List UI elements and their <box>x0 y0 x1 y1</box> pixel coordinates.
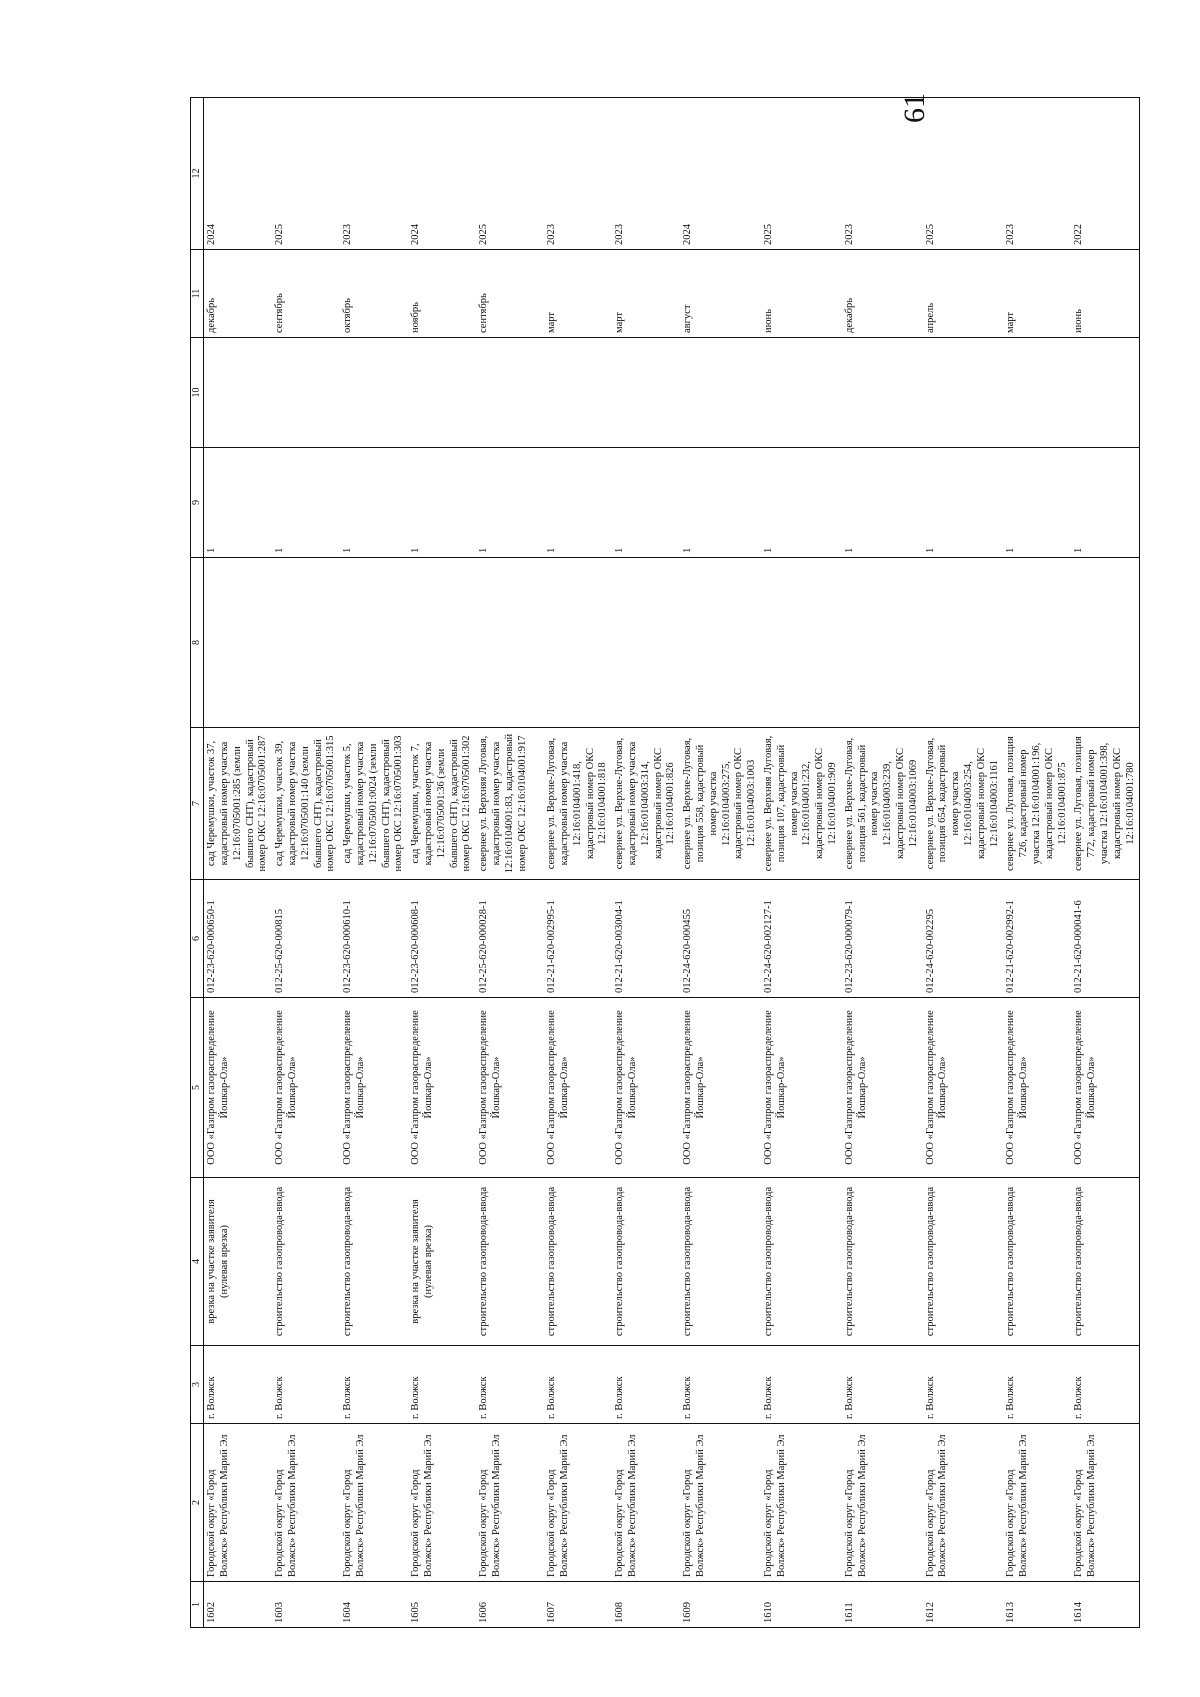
work-type-cell: строительство газопровода-ввода <box>544 1178 612 1346</box>
address-cell: сад Черемушки, участок 37, кадастровый номер участка 12:16:0705001:285 (земли бывшего СНТ), кадастровый номер ОКС 12:16:0705001:287 <box>204 728 273 880</box>
work-type-cell: строительство газопровода-ввода <box>1003 1178 1071 1346</box>
column-number: 2 <box>191 1424 204 1582</box>
city-cell: г. Волжск <box>272 1346 340 1424</box>
column-8-cell <box>204 558 273 728</box>
column-number-row <box>191 98 204 1628</box>
table-row <box>761 98 842 1628</box>
city-cell: г. Волжск <box>923 1346 1004 1424</box>
year-cell: 2025 <box>923 98 1004 250</box>
column-8-cell <box>612 558 680 728</box>
district-cell: Городской округ «Город Волжск» Республики Марий Эл <box>272 1424 340 1582</box>
district-cell: Городской округ «Город Волжск» Республики Марий Эл <box>204 1424 273 1582</box>
organization-cell: ООО «Газпром газораспределение Йошкар-Ола» <box>408 998 476 1178</box>
column-number: 11 <box>191 250 204 338</box>
row-number: 1611 <box>842 1582 923 1628</box>
work-type-cell: строительство газопровода-ввода <box>340 1178 408 1346</box>
column-8-cell <box>1071 558 1140 728</box>
organization-cell: ООО «Газпром газораспределение Йошкар-Ола» <box>272 998 340 1178</box>
month-cell: ноябрь <box>408 250 476 338</box>
month-cell: апрель <box>923 250 1004 338</box>
table-row <box>408 98 476 1628</box>
column-8-cell <box>340 558 408 728</box>
count-cell: 1 <box>204 448 273 558</box>
column-10-cell <box>408 338 476 448</box>
table-row <box>544 98 612 1628</box>
organization-cell: ООО «Газпром газораспределение Йошкар-Ола» <box>842 998 923 1178</box>
column-8-cell <box>476 558 544 728</box>
count-cell: 1 <box>923 448 1004 558</box>
city-cell: г. Волжск <box>476 1346 544 1424</box>
city-cell: г. Волжск <box>842 1346 923 1424</box>
address-cell: севернее ул. Верхне-Луговая, кадастровый номер участка 12:16:0104003:314, кадастровый номер ОКС 12:16:0104001:826 <box>612 728 680 880</box>
table-row <box>1071 98 1140 1628</box>
work-type-cell: строительство газопровода-ввода <box>476 1178 544 1346</box>
row-number: 1610 <box>761 1582 842 1628</box>
column-10-cell <box>340 338 408 448</box>
row-number: 1612 <box>923 1582 1004 1628</box>
column-number: 4 <box>191 1178 204 1346</box>
column-number: 5 <box>191 998 204 1178</box>
application-code-cell: 012-23-620-000608-1 <box>408 880 476 998</box>
month-cell: март <box>1003 250 1071 338</box>
district-cell: Городской округ «Город Волжск» Республики Марий Эл <box>408 1424 476 1582</box>
district-cell: Городской округ «Город Волжск» Республики Марий Эл <box>340 1424 408 1582</box>
row-number: 1607 <box>544 1582 612 1628</box>
work-type-cell: строительство газопровода-ввода <box>1071 1178 1140 1346</box>
organization-cell: ООО «Газпром газораспределение Йошкар-Ола» <box>1071 998 1140 1178</box>
column-8-cell <box>680 558 761 728</box>
column-number: 8 <box>191 558 204 728</box>
month-cell: декабрь <box>842 250 923 338</box>
work-type-cell: строительство газопровода-ввода <box>680 1178 761 1346</box>
count-cell: 1 <box>340 448 408 558</box>
month-cell: сентябрь <box>476 250 544 338</box>
city-cell: г. Волжск <box>680 1346 761 1424</box>
row-number: 1614 <box>1071 1582 1140 1628</box>
year-cell: 2024 <box>204 98 273 250</box>
column-10-cell <box>1003 338 1071 448</box>
district-cell: Городской округ «Город Волжск» Республики Марий Эл <box>761 1424 842 1582</box>
column-10-cell <box>544 338 612 448</box>
work-type-cell: врезка на участке заявителя (нулевая врезка) <box>408 1178 476 1346</box>
count-cell: 1 <box>408 448 476 558</box>
column-8-cell <box>842 558 923 728</box>
row-number: 1602 <box>204 1582 273 1628</box>
work-type-cell: врезка на участке заявителя (нулевая врезка) <box>204 1178 273 1346</box>
column-8-cell <box>1003 558 1071 728</box>
year-cell: 2022 <box>1071 98 1140 250</box>
month-cell: март <box>612 250 680 338</box>
city-cell: г. Волжск <box>340 1346 408 1424</box>
application-code-cell: 012-21-620-002995-1 <box>544 880 612 998</box>
table-row <box>923 98 1004 1628</box>
address-cell: сад Черемушки, участок 5, кадастровый номер участка 12:16:0705001:0024 (земли бывшего СНТ), кадастровый номер ОКС 12:16:0705001:303 <box>340 728 408 880</box>
table-row <box>476 98 544 1628</box>
application-code-cell: 012-21-620-003004-1 <box>612 880 680 998</box>
address-cell: севернее ул. Верхне-Луговая, позиция 561, кадастровый номер участка 12:16:0104003:239, кадастровый номер ОКС 12:16:0104003:1069 <box>842 728 923 880</box>
city-cell: г. Волжск <box>761 1346 842 1424</box>
district-cell: Городской округ «Город Волжск» Республики Марий Эл <box>1071 1424 1140 1582</box>
district-cell: Городской округ «Город Волжск» Республики Марий Эл <box>923 1424 1004 1582</box>
year-cell: 2025 <box>476 98 544 250</box>
organization-cell: ООО «Газпром газораспределение Йошкар-Ола» <box>544 998 612 1178</box>
district-cell: Городской округ «Город Волжск» Республики Марий Эл <box>476 1424 544 1582</box>
table-row <box>842 98 923 1628</box>
column-10-cell <box>680 338 761 448</box>
year-cell: 2023 <box>544 98 612 250</box>
month-cell: декабрь <box>204 250 273 338</box>
month-cell: июнь <box>761 250 842 338</box>
organization-cell: ООО «Газпром газораспределение Йошкар-Ола» <box>612 998 680 1178</box>
application-code-cell: 012-25-620-000815 <box>272 880 340 998</box>
district-cell: Городской округ «Город Волжск» Республики Марий Эл <box>612 1424 680 1582</box>
year-cell: 2023 <box>1003 98 1071 250</box>
organization-cell: ООО «Газпром газораспределение Йошкар-Ола» <box>761 998 842 1178</box>
column-number: 12 <box>191 98 204 250</box>
column-number: 1 <box>191 1582 204 1628</box>
year-cell: 2023 <box>842 98 923 250</box>
organization-cell: ООО «Газпром газораспределение Йошкар-Ола» <box>1003 998 1071 1178</box>
district-cell: Городской округ «Город Волжск» Республики Марий Эл <box>680 1424 761 1582</box>
address-cell: севернее ул. Луговая, позиция 726, кадастровый номер участка 12:16:0104001:196, кадастровый номер ОКС 12:16:0104001:875 <box>1003 728 1071 880</box>
address-cell: сад Черемушки, участок 7, кадастровый номер участка 12:16:0705001:36 (земли бывшего СНТ), кадастровый номер ОКС 12:16:0705001:302 <box>408 728 476 880</box>
rotated-table-wrapper <box>190 98 1136 1628</box>
table-row <box>204 98 273 1628</box>
application-code-cell: 012-24-620-002295 <box>923 880 1004 998</box>
column-10-cell <box>476 338 544 448</box>
count-cell: 1 <box>1071 448 1140 558</box>
count-cell: 1 <box>680 448 761 558</box>
column-10-cell <box>923 338 1004 448</box>
application-code-cell: 012-25-620-000028-1 <box>476 880 544 998</box>
application-code-cell: 012-23-620-000610-1 <box>340 880 408 998</box>
row-number: 1604 <box>340 1582 408 1628</box>
city-cell: г. Волжск <box>1071 1346 1140 1424</box>
column-number: 6 <box>191 880 204 998</box>
table-row <box>340 98 408 1628</box>
address-cell: севернее ул. Луговая, позиция 772, кадастровый номер участка 12:16:0104001:398, кадастровый номер ОКС 12:16:0104001:780 <box>1071 728 1140 880</box>
organization-cell: ООО «Газпром газораспределение Йошкар-Ола» <box>204 998 273 1178</box>
table-row <box>1003 98 1071 1628</box>
application-code-cell: 012-21-620-000041-6 <box>1071 880 1140 998</box>
application-code-cell: 012-21-620-002992-1 <box>1003 880 1071 998</box>
count-cell: 1 <box>272 448 340 558</box>
column-10-cell <box>842 338 923 448</box>
count-cell: 1 <box>476 448 544 558</box>
address-cell: севернее ул. Верхне-Луговая, позиция 558, кадастровый номер участка 12:16:0104003:275, кадастровый номер ОКС 12:16:0104003:1003 <box>680 728 761 880</box>
year-cell: 2024 <box>680 98 761 250</box>
city-cell: г. Волжск <box>612 1346 680 1424</box>
organization-cell: ООО «Газпром газораспределение Йошкар-Ола» <box>476 998 544 1178</box>
city-cell: г. Волжск <box>544 1346 612 1424</box>
row-number: 1605 <box>408 1582 476 1628</box>
column-8-cell <box>923 558 1004 728</box>
count-cell: 1 <box>612 448 680 558</box>
count-cell: 1 <box>761 448 842 558</box>
address-cell: сад Черемушки, участок 39, кадастровый номер участка 12:16:0705001:140 (земли бывшего СНТ), кадастровый номер ОКС 12:16:0705001:315 <box>272 728 340 880</box>
column-10-cell <box>761 338 842 448</box>
column-number: 10 <box>191 338 204 448</box>
table-row <box>680 98 761 1628</box>
page-number: 61 <box>898 93 931 123</box>
application-code-cell: 012-24-620-000455 <box>680 880 761 998</box>
month-cell: июнь <box>1071 250 1140 338</box>
column-number: 3 <box>191 1346 204 1424</box>
row-number: 1608 <box>612 1582 680 1628</box>
month-cell: сентябрь <box>272 250 340 338</box>
year-cell: 2025 <box>761 98 842 250</box>
month-cell: август <box>680 250 761 338</box>
address-cell: севернее ул. Верхняя Луговая, позиция 107, кадастровый номер участка 12:16:0104001:232, кадастровый номер ОКС 12:16:0104001:909 <box>761 728 842 880</box>
year-cell: 2024 <box>408 98 476 250</box>
column-10-cell <box>204 338 273 448</box>
year-cell: 2023 <box>340 98 408 250</box>
count-cell: 1 <box>544 448 612 558</box>
address-cell: севернее ул. Верхне-Луговая, позиция 654, кадастровый номер участка 12:16:0104003:254, кадастровый номер ОКС 12:16:0104003:1161 <box>923 728 1004 880</box>
year-cell: 2023 <box>612 98 680 250</box>
work-type-cell: строительство газопровода-ввода <box>272 1178 340 1346</box>
schedule-table <box>190 97 1140 1628</box>
row-number: 1613 <box>1003 1582 1071 1628</box>
column-number: 7 <box>191 728 204 880</box>
year-cell: 2025 <box>272 98 340 250</box>
column-8-cell <box>272 558 340 728</box>
application-code-cell: 012-23-620-000650-1 <box>204 880 273 998</box>
application-code-cell: 012-23-620-000079-1 <box>842 880 923 998</box>
table-row <box>612 98 680 1628</box>
column-10-cell <box>1071 338 1140 448</box>
organization-cell: ООО «Газпром газораспределение Йошкар-Ола» <box>340 998 408 1178</box>
city-cell: г. Волжск <box>408 1346 476 1424</box>
month-cell: март <box>544 250 612 338</box>
row-number: 1603 <box>272 1582 340 1628</box>
city-cell: г. Волжск <box>1003 1346 1071 1424</box>
city-cell: г. Волжск <box>204 1346 273 1424</box>
row-number: 1609 <box>680 1582 761 1628</box>
work-type-cell: строительство газопровода-ввода <box>842 1178 923 1346</box>
count-cell: 1 <box>842 448 923 558</box>
district-cell: Городской округ «Город Волжск» Республики Марий Эл <box>842 1424 923 1582</box>
column-8-cell <box>761 558 842 728</box>
column-8-cell <box>544 558 612 728</box>
month-cell: октябрь <box>340 250 408 338</box>
work-type-cell: строительство газопровода-ввода <box>923 1178 1004 1346</box>
work-type-cell: строительство газопровода-ввода <box>612 1178 680 1346</box>
column-number: 9 <box>191 448 204 558</box>
work-type-cell: строительство газопровода-ввода <box>761 1178 842 1346</box>
organization-cell: ООО «Газпром газораспределение Йошкар-Ола» <box>680 998 761 1178</box>
count-cell: 1 <box>1003 448 1071 558</box>
row-number: 1606 <box>476 1582 544 1628</box>
column-10-cell <box>612 338 680 448</box>
organization-cell: ООО «Газпром газораспределение Йошкар-Ола» <box>923 998 1004 1178</box>
address-cell: севернее ул. Верхне-Луговая, кадастровый номер участка 12:16:0104001:418, кадастровый номер ОКС 12:16:0104001:818 <box>544 728 612 880</box>
application-code-cell: 012-24-620-002127-1 <box>761 880 842 998</box>
district-cell: Городской округ «Город Волжск» Республики Марий Эл <box>544 1424 612 1582</box>
column-10-cell <box>272 338 340 448</box>
district-cell: Городской округ «Город Волжск» Республики Марий Эл <box>1003 1424 1071 1582</box>
column-8-cell <box>408 558 476 728</box>
table-row <box>272 98 340 1628</box>
address-cell: севернее ул. Верхняя Луговая, кадастровый номер участка 12:16:0104001:83, кадастровый номер ОКС 12:16:0104001:917 <box>476 728 544 880</box>
